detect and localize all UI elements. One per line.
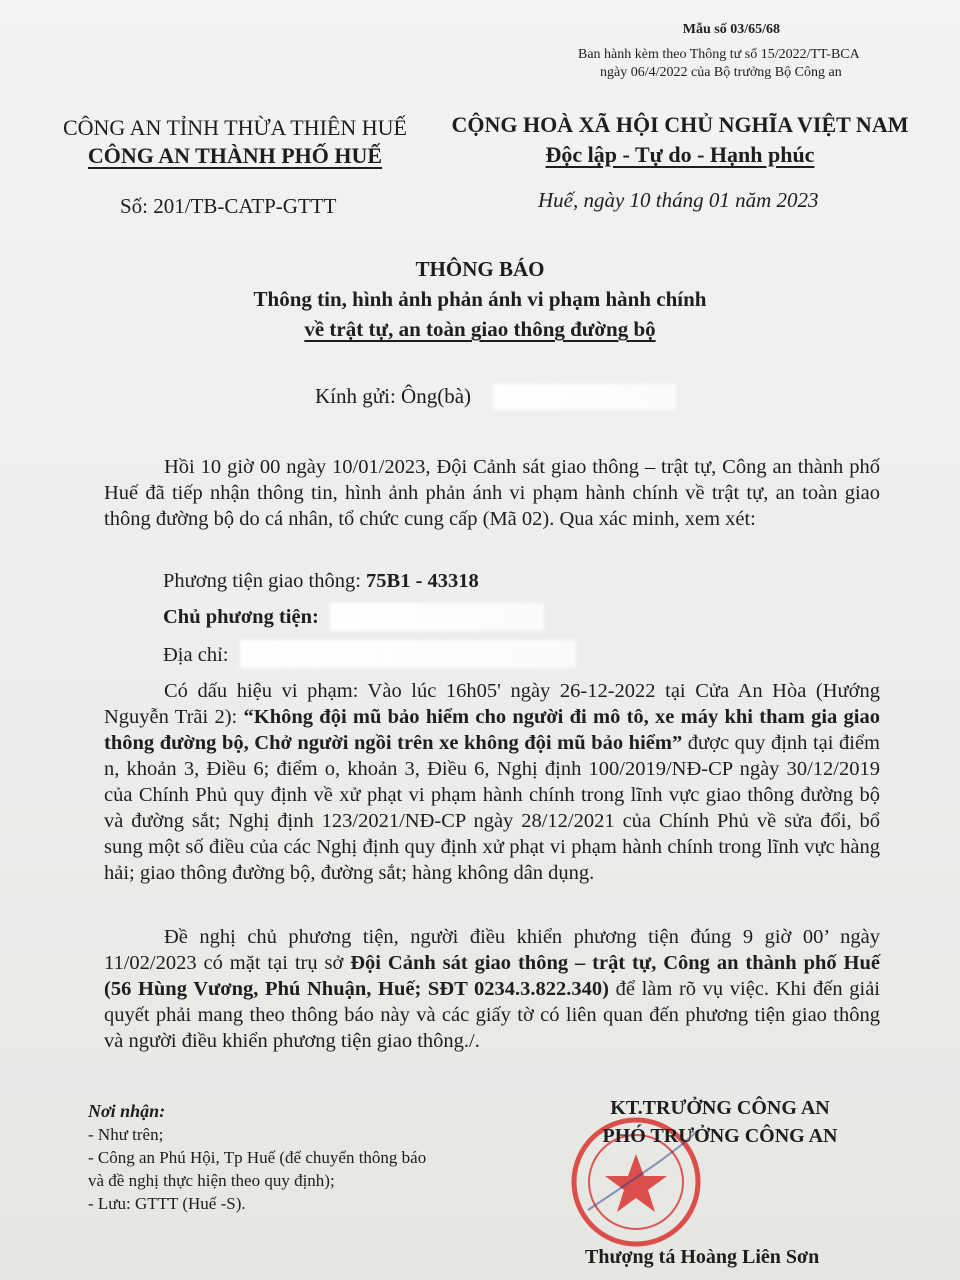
signer-title-1: KT.TRƯỞNG CÔNG AN xyxy=(610,1097,830,1119)
signer-name: Thượng tá Hoàng Liên Sơn xyxy=(585,1246,820,1268)
intro-paragraph: Hồi 10 giờ 00 ngày 10/01/2023, Đội Cảnh sát giao thông – trật tự, Công an thành phố Huế đã tiếp nhận thông tin, hình ảnh phản ánh vi phạm hành chính về trật tự, an toàn giao thông đường bộ do cá nhân, tổ chức cung cấp (Mã 02). Qua xác minh, xem xét: xyxy=(104,456,880,530)
title-sub-2: về trật tự, an toàn giao thông đường bộ xyxy=(304,317,656,341)
form-issued-line-1: Ban hành kèm theo Thông tư số 15/2022/TT-BCA xyxy=(578,47,860,62)
agency-province: CÔNG AN TỈNH THỪA THIÊN HUẾ xyxy=(62,115,407,140)
document-number: Số: 201/TB-CATP-GTTT xyxy=(120,194,337,218)
agency-city: CÔNG AN THÀNH PHỐ HUẾ xyxy=(87,143,383,168)
recipient-item: - Lưu: GTTT (Huế -S). xyxy=(88,1194,246,1213)
issuing-agency xyxy=(40,114,430,170)
signer-title-2: PHÓ TRƯỞNG CÔNG AN xyxy=(602,1125,838,1147)
owner-line: Chủ phương tiện: xyxy=(163,606,319,628)
form-number: Mẫu số 03/65/68 xyxy=(682,22,780,37)
license-plate: 75B1 - 43318 xyxy=(366,570,479,592)
vehicle-line: Phương tiện giao thông: 75B1 - 43318 xyxy=(163,570,479,592)
salutation: Kính gửi: Ông(bà) xyxy=(315,384,472,408)
violation-paragraph: Có dấu hiệu vi phạm: Vào lúc 16h05' ngày 26-12-2022 tại Cửa An Hòa (Hướng Nguyễn Trãi 2): “Không đội mũ bảo hiểm cho người đi mô tô, xe máy khi tham gia giao thông đường bộ, Chở người ngồi trên xe không đội mũ bảo hiểm” được quy định tại điểm n, khoản 3, Điều 6; điểm o, khoản 3, Điều 6, Nghị định 100/2019/NĐ-CP ngày 30/12/2019 của Chính Phủ quy định về xử phạt vi phạm hành chính trong lĩnh vực giao thông đường bộ và đường sắt; Nghị định 123/2021/NĐ-CP ngày 28/12/2021 của Chính Phủ về sửa đổi, bổ sung một số điều của các Nghị định quy định xử phạt vi phạm hành chính trong lĩnh vực hàng hải; giao thông đường bộ, đường sắt; hàng không dân dụng. xyxy=(104,680,880,884)
address-line: Địa chỉ: xyxy=(163,644,229,666)
recipients-heading: Nơi nhận: xyxy=(88,1101,166,1121)
redacted-owner-name xyxy=(330,603,544,631)
motto: Độc lập - Tự do - Hạnh phúc xyxy=(545,142,815,167)
document-title xyxy=(0,254,960,344)
redacted-address xyxy=(240,640,576,668)
recipient-item: - Như trên; xyxy=(88,1125,164,1144)
form-issued-note xyxy=(578,46,860,82)
redacted-recipient-name xyxy=(494,384,676,410)
recipient-item: và đề nghị thực hiện theo quy định); xyxy=(88,1171,335,1190)
issue-date: Huế, ngày 10 tháng 01 năm 2023 xyxy=(538,188,819,212)
form-issued-line-2: ngày 06/4/2022 của Bộ trưởng Bộ Công an xyxy=(600,65,842,80)
national-motto xyxy=(440,110,920,170)
signature-block xyxy=(560,1094,880,1150)
title-sub-1: Thông tin, hình ảnh phản ánh vi phạm hành chính xyxy=(253,287,707,311)
recipients-block xyxy=(88,1100,426,1215)
country-name: CỘNG HOÀ XÃ HỘI CHỦ NGHĨA VIỆT NAM xyxy=(451,112,909,137)
request-paragraph: Đề nghị chủ phương tiện, người điều khiển phương tiện đúng 9 giờ 00’ ngày 11/02/2023 có mặt tại trụ sở Đội Cảnh sát giao thông – trật tự, Công an thành phố Huế (56 Hùng Vương, Phú Nhuận, Huế; SĐT 0234.3.822.340) để làm rõ vụ việc. Khi đến giải quyết phải mang theo thông báo này và các giấy tờ có liên quan đến phương tiện giao thông và người điều khiển phương tiện giao thông./. xyxy=(104,926,880,1052)
title-main: THÔNG BÁO xyxy=(415,257,545,281)
recipient-item: - Công an Phú Hội, Tp Huế (để chuyển thông báo xyxy=(88,1148,427,1167)
